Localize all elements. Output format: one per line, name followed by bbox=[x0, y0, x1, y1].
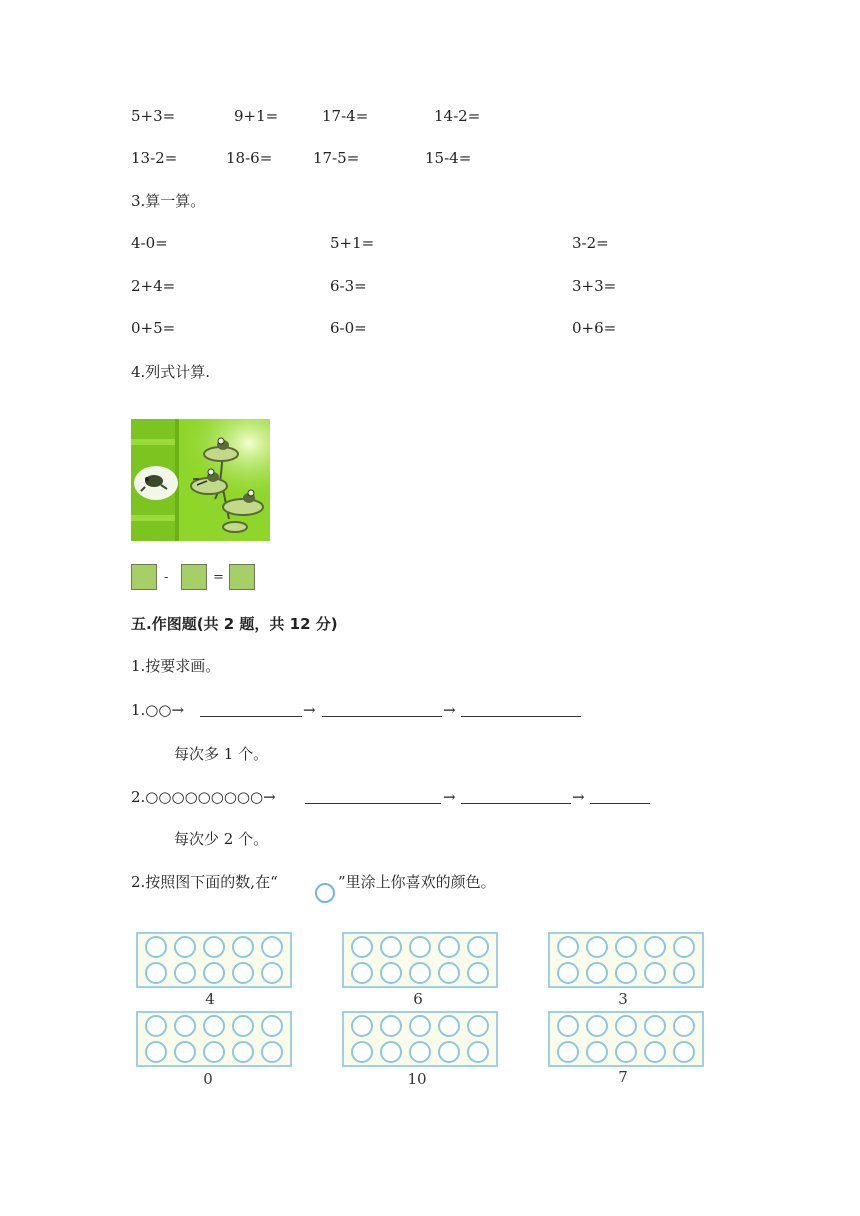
color-circle[interactable] bbox=[615, 962, 637, 984]
exercise: 2+4= bbox=[131, 277, 176, 295]
grid-number: 7 bbox=[618, 1068, 628, 1086]
color-circle[interactable] bbox=[586, 962, 608, 984]
color-circle[interactable] bbox=[467, 936, 489, 958]
color-circle[interactable] bbox=[232, 1015, 254, 1037]
exercise: 17-4= bbox=[322, 107, 369, 125]
answer-line[interactable] bbox=[461, 803, 571, 804]
color-circle[interactable] bbox=[409, 962, 431, 984]
question-title-end: ”里涂上你喜欢的颜色。 bbox=[338, 873, 496, 891]
color-circle[interactable] bbox=[557, 1015, 579, 1037]
color-circle[interactable] bbox=[644, 1041, 666, 1063]
draw-note: 每次多 1 个。 bbox=[174, 745, 269, 763]
section-title: 五.作图题(共 2 题，共 12 分) bbox=[131, 615, 338, 633]
color-circle[interactable] bbox=[673, 1041, 695, 1063]
color-circle[interactable] bbox=[203, 962, 225, 984]
equals-sign: = bbox=[213, 570, 224, 585]
color-circle[interactable] bbox=[586, 1041, 608, 1063]
color-circle[interactable] bbox=[409, 936, 431, 958]
color-circle[interactable] bbox=[145, 1041, 167, 1063]
color-circle[interactable] bbox=[586, 1015, 608, 1037]
exercise: 6-0= bbox=[330, 319, 367, 337]
arrow: → bbox=[443, 701, 456, 719]
color-circle[interactable] bbox=[409, 1015, 431, 1037]
frogs-lily-pad-picture bbox=[131, 419, 270, 541]
circle-grid bbox=[342, 1011, 498, 1067]
color-circle[interactable] bbox=[174, 1015, 196, 1037]
answer-line[interactable] bbox=[200, 716, 302, 717]
color-circle[interactable] bbox=[438, 1015, 460, 1037]
color-circle[interactable] bbox=[615, 1041, 637, 1063]
draw-note: 每次少 2 个。 bbox=[174, 830, 269, 848]
color-circle[interactable] bbox=[673, 936, 695, 958]
color-circle[interactable] bbox=[145, 936, 167, 958]
draw-item-prefix: 1.○○→ bbox=[131, 701, 185, 719]
color-circle[interactable] bbox=[203, 1041, 225, 1063]
answer-box[interactable] bbox=[181, 564, 207, 590]
color-circle[interactable] bbox=[232, 1041, 254, 1063]
color-circle[interactable] bbox=[351, 1041, 373, 1063]
color-circle[interactable] bbox=[174, 1041, 196, 1063]
grid-number: 6 bbox=[413, 990, 423, 1008]
color-circle[interactable] bbox=[232, 962, 254, 984]
color-circle[interactable] bbox=[467, 1015, 489, 1037]
color-circle[interactable] bbox=[174, 936, 196, 958]
exercise: 15-4= bbox=[425, 149, 472, 167]
color-circle[interactable] bbox=[380, 1015, 402, 1037]
color-circle[interactable] bbox=[467, 962, 489, 984]
color-circle[interactable] bbox=[557, 1041, 579, 1063]
color-circle[interactable] bbox=[438, 1041, 460, 1063]
arrow: → bbox=[443, 788, 456, 806]
exercise: 5+1= bbox=[330, 234, 375, 252]
exercise: 4-0= bbox=[131, 234, 168, 252]
answer-box[interactable] bbox=[131, 564, 157, 590]
answer-line[interactable] bbox=[590, 803, 650, 804]
color-circle[interactable] bbox=[644, 1015, 666, 1037]
exercise: 6-3= bbox=[330, 277, 367, 295]
color-circle[interactable] bbox=[673, 962, 695, 984]
color-circle[interactable] bbox=[203, 936, 225, 958]
answer-line[interactable] bbox=[322, 716, 442, 717]
exercise: 9+1= bbox=[234, 107, 279, 125]
color-circle[interactable] bbox=[409, 1041, 431, 1063]
color-circle[interactable] bbox=[261, 1041, 283, 1063]
exercise: 0+5= bbox=[131, 319, 176, 337]
draw-item-prefix: 2.○○○○○○○○○→ bbox=[131, 788, 276, 806]
answer-line[interactable] bbox=[461, 716, 581, 717]
arrow: → bbox=[303, 701, 316, 719]
exercise: 17-5= bbox=[313, 149, 360, 167]
color-circle[interactable] bbox=[438, 936, 460, 958]
color-circle[interactable] bbox=[557, 962, 579, 984]
color-circle[interactable] bbox=[644, 936, 666, 958]
color-circle[interactable] bbox=[380, 936, 402, 958]
exercise: 18-6= bbox=[226, 149, 273, 167]
grid-number: 3 bbox=[618, 990, 628, 1008]
grid-number: 4 bbox=[205, 990, 215, 1008]
circle-icon bbox=[315, 883, 335, 903]
answer-line[interactable] bbox=[305, 803, 441, 804]
question-title: 4.列式计算. bbox=[131, 363, 211, 381]
question-title: 2.按照图下面的数,在“ bbox=[131, 873, 278, 891]
exercise: 0+6= bbox=[572, 319, 617, 337]
question-title: 3.算一算。 bbox=[131, 192, 206, 210]
color-circle[interactable] bbox=[615, 1015, 637, 1037]
circle-grid bbox=[548, 932, 704, 988]
color-circle[interactable] bbox=[380, 1041, 402, 1063]
grid-number: 10 bbox=[407, 1070, 427, 1088]
circle-grid bbox=[548, 1011, 704, 1067]
color-circle[interactable] bbox=[467, 1041, 489, 1063]
minus-sign: - bbox=[164, 570, 169, 585]
grid-number: 0 bbox=[203, 1070, 213, 1088]
exercise: 13-2= bbox=[131, 149, 178, 167]
question-title: 1.按要求画。 bbox=[131, 657, 221, 675]
color-circle[interactable] bbox=[380, 962, 402, 984]
color-circle[interactable] bbox=[174, 962, 196, 984]
exercise: 3-2= bbox=[572, 234, 609, 252]
color-circle[interactable] bbox=[615, 936, 637, 958]
color-circle[interactable] bbox=[351, 962, 373, 984]
color-circle[interactable] bbox=[203, 1015, 225, 1037]
color-circle[interactable] bbox=[145, 1015, 167, 1037]
arrow: → bbox=[572, 788, 585, 806]
circle-grid bbox=[342, 932, 498, 988]
color-circle[interactable] bbox=[673, 1015, 695, 1037]
color-circle[interactable] bbox=[145, 962, 167, 984]
circle-grid bbox=[136, 1011, 292, 1067]
color-circle[interactable] bbox=[261, 962, 283, 984]
color-circle[interactable] bbox=[232, 936, 254, 958]
exercise: 3+3= bbox=[572, 277, 617, 295]
color-circle[interactable] bbox=[261, 1015, 283, 1037]
color-circle[interactable] bbox=[586, 936, 608, 958]
color-circle[interactable] bbox=[351, 936, 373, 958]
exercise: 5+3= bbox=[131, 107, 176, 125]
exercise: 14-2= bbox=[434, 107, 481, 125]
color-circle[interactable] bbox=[557, 936, 579, 958]
circle-grid bbox=[136, 932, 292, 988]
answer-box[interactable] bbox=[229, 564, 255, 590]
color-circle[interactable] bbox=[644, 962, 666, 984]
color-circle[interactable] bbox=[261, 936, 283, 958]
color-circle[interactable] bbox=[438, 962, 460, 984]
color-circle[interactable] bbox=[351, 1015, 373, 1037]
